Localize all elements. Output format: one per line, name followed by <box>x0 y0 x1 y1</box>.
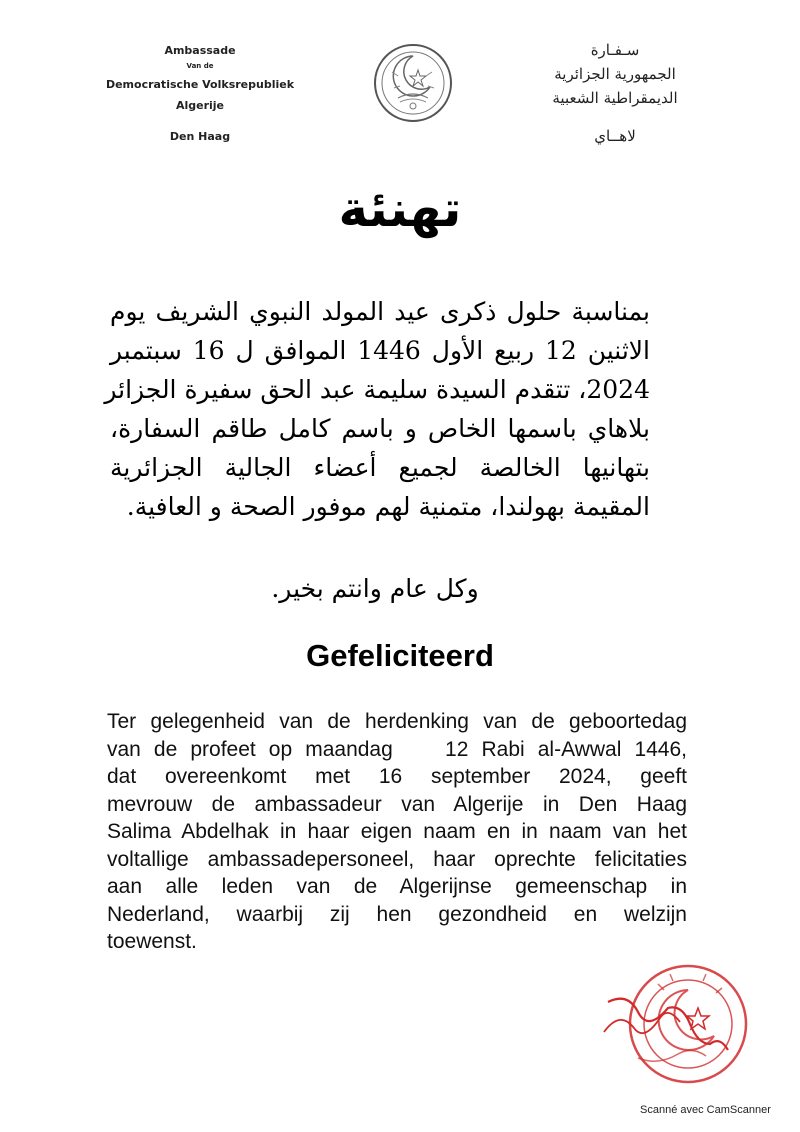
letterhead-line: Algerije <box>175 99 225 112</box>
arabic-title: تهنئة <box>338 180 462 238</box>
letterhead-line: Democratische Volksrepubliek <box>105 78 295 91</box>
letterhead-line: الجمهورية الجزائرية <box>554 65 676 83</box>
arabic-line: بتهانيها الخالصة لجميع أعضاء الجالية الجزائرية <box>110 453 650 482</box>
embassy-stamp-icon <box>598 962 758 1090</box>
arabic-line: بلاهاي باسمها الخاص و باسم كامل طاقم السفارة، <box>110 414 650 443</box>
letterhead-line: سـفـارة <box>590 41 640 59</box>
arabic-line: الاثنين 12 ربيع الأول 1446 الموافق ل 16 سبتمبر <box>110 336 650 365</box>
algerian-emblem-icon <box>372 42 454 124</box>
letterhead-city: Den Haag <box>169 130 231 143</box>
dutch-title: Gefeliciteerd <box>306 638 494 673</box>
letterhead-line: Ambassade <box>164 44 236 57</box>
letterhead-line: Van de <box>186 62 214 70</box>
arabic-line: 2024، تتقدم السيدة سليمة عبد الحق سفيرة الجزائر <box>104 375 650 404</box>
arabic-line: المقيمة بهولندا، متمنية لهم موفور الصحة و العافية. <box>126 492 650 521</box>
letterhead-city: لاهــاي <box>594 127 636 145</box>
arabic-closing: وكل عام وانتم بخير. <box>271 574 479 603</box>
letterhead-line: الديمقراطية الشعبية <box>552 89 678 107</box>
dutch-line: aan alle leden van de Algerijnse gemeenschap in <box>107 875 687 898</box>
dutch-body <box>107 708 687 956</box>
dutch-line: Salima Abdelhak in haar eigen naam en in naam van het <box>107 820 687 843</box>
letterhead-right <box>530 38 700 148</box>
arabic-body <box>104 292 650 526</box>
dutch-line: Ter gelegenheid van de herdenking van de geboortedag <box>107 710 687 733</box>
dutch-line: voltallige ambassadepersoneel, haar oprechte felicitaties <box>107 847 687 871</box>
dutch-line: mevrouw de ambassadeur van Algerije in Den Haag <box>107 792 687 816</box>
dutch-line: Nederland, waarbij zij hen gezondheid en welzijn <box>107 902 687 926</box>
scanner-watermark: Scanné avec CamScanner <box>640 1104 771 1116</box>
arabic-line: بمناسبة حلول ذكرى عيد المولد النبوي الشريف يوم <box>110 297 650 326</box>
dutch-line: toewenst. <box>107 930 197 953</box>
dutch-line: dat overeenkomt met 16 september 2024, geeft <box>107 765 687 788</box>
dutch-line: van de profeet op maandag 12 Rabi al-Awwal 1446, <box>107 737 687 761</box>
letterhead-left <box>90 44 310 144</box>
